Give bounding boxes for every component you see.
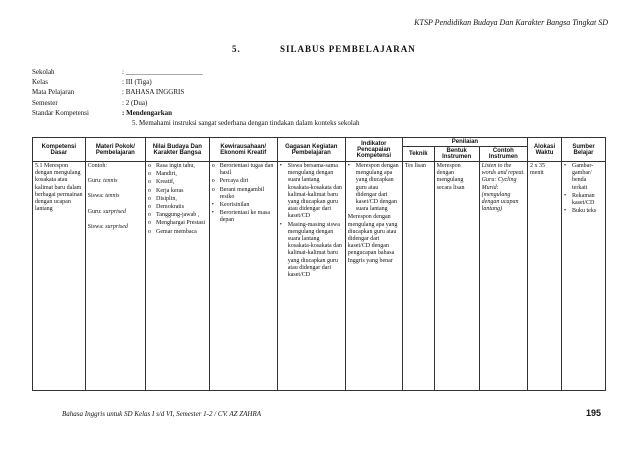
col-header-kd: Kompetensi Dasar — [33, 138, 86, 162]
dot-bullet-icon: • — [279, 163, 282, 169]
list-item: • Merespon dengan mengulang apa yang diucapkan guru atau didengar dari kaset/CD dengan suara lantang — [347, 163, 399, 213]
list-item: o Disiplin, — [148, 195, 177, 202]
meta-label: Kelas — [32, 78, 48, 87]
materi-line: Siswa: surprised — [87, 223, 128, 230]
indikator-extra: Merespon dengan mengulang apa yang diucapkan guru atau didengar dari kaset/CD dengan pengucapan bahasa Inggris yang benar — [347, 214, 398, 264]
cell-sumber — [562, 162, 606, 391]
list-item: • Gambar-gambar/ benda terkait — [564, 163, 594, 191]
materi-line: Guru: tennis — [87, 178, 118, 185]
page-number: 195 — [586, 408, 602, 418]
cell-indikator — [345, 162, 402, 391]
dot-bullet-icon: • — [564, 208, 567, 215]
circle-bullet-icon: o — [148, 212, 152, 219]
meta-value: : ______________________ — [122, 68, 203, 76]
meta-label: Sekolah — [32, 68, 55, 76]
circle-bullet-icon: o — [148, 171, 152, 178]
list-item: • Buku teks — [564, 208, 597, 215]
list-item: • Rekaman kaset/CD — [564, 192, 595, 207]
title-number: 5. — [232, 44, 241, 54]
circle-bullet-icon: o — [148, 220, 152, 227]
circle-bullet-icon: o — [148, 163, 152, 169]
table-header-row — [33, 138, 606, 147]
col-header-indikator: Indikator Pencapaian Kompetensi — [345, 138, 402, 162]
list-item: o Berorientasi tugas dan hasil — [211, 163, 274, 177]
list-item: o Menghargai Prestasi — [148, 220, 206, 227]
list-item: o Kerja keras — [148, 187, 184, 194]
syllabus-table — [32, 137, 606, 391]
cell-bentuk: Merespon dengan mengulang secara lisan — [434, 162, 479, 391]
circle-bullet-icon: o — [148, 195, 152, 202]
cell-teknik: Tes lisan — [402, 162, 434, 391]
col-header-bentuk: Bentuk Instrumen — [434, 147, 479, 162]
cell-kegiatan — [277, 162, 345, 391]
col-header-contoh: Contoh Instrumen — [479, 147, 527, 162]
list-item: o Percaya diri — [211, 178, 249, 185]
list-item: o Berani mengambil resiko — [211, 186, 265, 200]
circle-bullet-icon: o — [211, 163, 215, 169]
list-item: o Mandiri, — [148, 171, 177, 178]
dot-bullet-icon: • — [211, 202, 214, 209]
col-header-penilaian: Penilaian — [402, 138, 527, 147]
dot-bullet-icon: • — [279, 221, 282, 228]
circle-bullet-icon: o — [148, 204, 152, 211]
footer-text: Bahasa Inggris untuk SD Kelas I s/d VI, Semester 1-2 / CV. AZ ZAHRA — [62, 410, 262, 418]
list-item: • Berorientasi ke masa depan — [211, 210, 271, 224]
meta-value: : 2 (Dua) — [122, 98, 148, 107]
cell-materi — [85, 162, 145, 391]
dot-bullet-icon: • — [564, 163, 567, 169]
col-header-nilai: Nilai Budaya Dan Karakter Bangsa — [146, 138, 210, 162]
list-item: • Keorisinilan — [211, 202, 250, 209]
meta-value: : III (Tiga) — [122, 78, 152, 87]
cell-kwu — [209, 162, 277, 391]
list-item: o Demokratis — [148, 204, 185, 211]
running-header: KTSP Pendidikan Budaya Dan Karakter Bangsa Tingkat SD — [414, 18, 608, 27]
col-header-teknik: Teknik — [402, 147, 434, 162]
col-header-alokasi: Alokasi Waktu — [528, 138, 562, 162]
cell-alokasi: 2 x 35 menit — [528, 162, 562, 391]
table-row — [33, 162, 606, 391]
materi-line: Siswa: tennis — [87, 193, 120, 200]
dot-bullet-icon: • — [211, 210, 214, 217]
meta-sub-value: 5. Memahami instruksi sangat sederhana dengan tindakan dalam konteks sekolah — [132, 118, 360, 127]
circle-bullet-icon: o — [148, 187, 152, 194]
list-item: o Gemar membaca — [148, 228, 197, 235]
cell-nilai — [146, 162, 210, 391]
meta-label: Semester — [32, 98, 58, 107]
circle-bullet-icon: o — [148, 228, 152, 235]
list-item: o Rasa ingin tahu, — [148, 163, 195, 169]
list-item: o Kreatif, — [148, 179, 175, 186]
dot-bullet-icon: • — [564, 192, 567, 199]
meta-value: : Mendengarkan — [122, 108, 172, 117]
col-header-sumber: Sumber Belajar — [562, 138, 606, 162]
circle-bullet-icon: o — [211, 186, 215, 193]
materi-line: Guru: surprised — [87, 208, 126, 215]
col-header-kegiatan: Gagasan Kegiatan Pembelajaran — [277, 138, 345, 162]
col-header-kwu: Kewirausahaan/ Ekonomi Kreatif — [209, 138, 277, 162]
title-text: SILABUS PEMBELAJARAN — [280, 44, 416, 54]
circle-bullet-icon: o — [148, 179, 152, 186]
col-header-materi: Materi Pokok/ Pembelajaran — [85, 138, 145, 162]
cell-contoh: Listen to the words and repeat. Guru: Cycling Murid: (mengulang dengan ucapan lantang) — [479, 162, 527, 391]
meta-label: Mata Pelajaran — [32, 88, 75, 97]
meta-value: : BAHASA INGGRIS — [122, 88, 185, 97]
list-item: o Tanggung-jawab , — [148, 212, 200, 219]
meta-label: Standar Kompetensi — [32, 108, 89, 117]
list-item: • Siswa bersama-sama mengulang dengan suara lantang kosakata-kosakata dan kalimat-kalimat baru yang diucapkan guru atau didengar dari kaset/CD — [279, 163, 342, 220]
materi-line: Contoh: — [87, 163, 108, 169]
list-item: • Masing-masing siswa mengulang dengan suara lantang kosakata-kosakata dan kalimat-kalimat baru yang diucapkan guru atau didengar dari kaset/CD — [279, 221, 342, 279]
cell-kd: 5.1 Merespon dengan mengulang kosakata atau kalimat baru dalam berbagai permainan dengan ucapan lantang — [33, 162, 86, 391]
dot-bullet-icon: • — [347, 163, 350, 169]
circle-bullet-icon: o — [211, 178, 215, 185]
